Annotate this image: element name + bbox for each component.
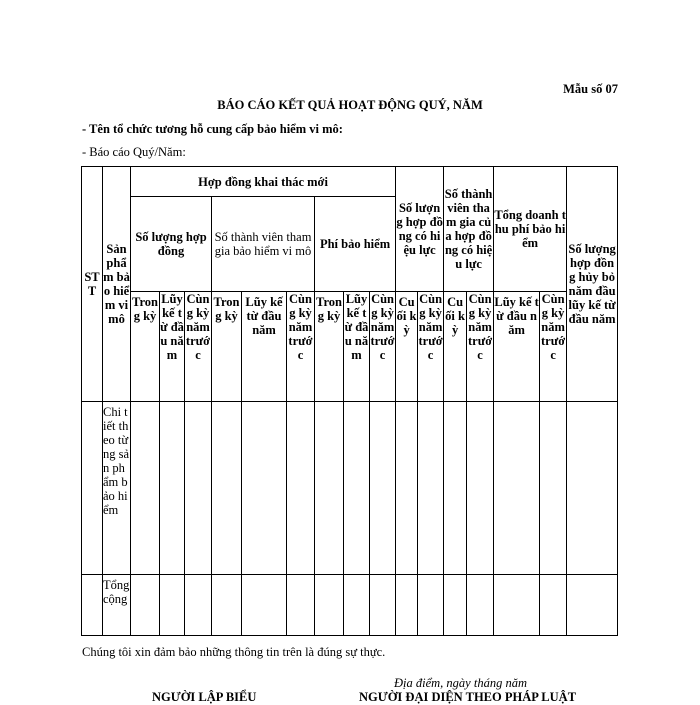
cell (185, 402, 212, 575)
header-product: Sản phẩm bảo hiểm vi mô (103, 167, 131, 402)
cell (540, 575, 567, 636)
cell (242, 402, 287, 575)
document-title: BÁO CÁO KẾT QUẢ HOẠT ĐỘNG QUÝ, NĂM (217, 98, 483, 112)
header-members: Số thành viên tham gia bảo hiểm vi mô (212, 197, 315, 292)
cell (287, 402, 315, 575)
sub-same-period: Cùng kỳ năm trước (287, 292, 315, 402)
confirmation-statement: Chúng tôi xin đảm bảo những thông tin trên là đúng sự thực. (82, 645, 386, 659)
sub-ytd: Lũy kế từ đầu năm (494, 292, 540, 402)
sub-ytd: Lũy kế từ đầu năm (344, 292, 370, 402)
sub-ytd: Lũy kế từ đầu năm (242, 292, 287, 402)
signer-legal-representative: NGƯỜI ĐẠI DIỆN THEO PHÁP LUẬT (359, 690, 577, 704)
cell (444, 402, 467, 575)
form-number: Mẫu số 07 (563, 82, 618, 96)
header-new-contracts: Hợp đồng khai thác mới (131, 167, 396, 197)
sub-same-period: Cùng kỳ năm trước (467, 292, 494, 402)
sub-end-period: Cuối kỳ (444, 292, 467, 402)
sub-end-period: Cuối kỳ (396, 292, 418, 402)
cell (242, 575, 287, 636)
cell (567, 402, 618, 575)
row-total-label: Tổng cộng (103, 575, 131, 636)
sub-in-period: Trong kỳ (315, 292, 344, 402)
sub-same-period: Cùng kỳ năm trước (370, 292, 396, 402)
cell (344, 575, 370, 636)
header-stt: STT (82, 167, 103, 402)
cell (494, 402, 540, 575)
cell (396, 402, 418, 575)
cell (418, 402, 444, 575)
cell (444, 575, 467, 636)
header-contract-count: Số lượng hợp đồng (131, 197, 212, 292)
cell (467, 402, 494, 575)
cell (370, 402, 396, 575)
report-period-line: - Báo cáo Quý/Năm: (82, 145, 186, 159)
report-table (81, 166, 618, 636)
cell (160, 575, 185, 636)
cell (82, 575, 103, 636)
cell (315, 575, 344, 636)
cell (370, 575, 396, 636)
header-cancelled-contracts: Số lượng hợp đồng hủy bỏ năm đầu lũy kế từ đầu năm (567, 167, 618, 402)
cell (131, 402, 160, 575)
cell (82, 402, 103, 575)
cell (540, 402, 567, 575)
cell (344, 402, 370, 575)
sub-in-period: Trong kỳ (212, 292, 242, 402)
sub-same-period: Cùng kỳ năm trước (185, 292, 212, 402)
header-effective-contracts: Số lượng hợp đồng có hiệu lực (396, 167, 444, 292)
cell (212, 402, 242, 575)
signer-preparer: NGƯỜI LẬP BIỂU (152, 690, 257, 704)
cell (418, 575, 444, 636)
cell (396, 575, 418, 636)
row-detail-label: Chi tiết theo từng sản phẩm bảo hiểm (103, 402, 131, 575)
organization-line: - Tên tổ chức tương hỗ cung cấp bảo hiểm vi mô: (82, 122, 343, 136)
cell (185, 575, 212, 636)
cell (494, 575, 540, 636)
sub-in-period: Trong kỳ (131, 292, 160, 402)
place-date-line: Địa điểm, ngày tháng năm (394, 676, 527, 690)
header-total-revenue: Tổng doanh thu phí bảo hiểm (494, 167, 567, 292)
cell (467, 575, 494, 636)
sub-ytd: Lũy kế từ đầu năm (160, 292, 185, 402)
cell (567, 575, 618, 636)
cell (160, 402, 185, 575)
cell (131, 575, 160, 636)
sub-same-period: Cùng kỳ năm trước (540, 292, 567, 402)
sub-same-period: Cùng kỳ năm trước (418, 292, 444, 402)
header-premium: Phí bảo hiểm (315, 197, 396, 292)
cell (287, 575, 315, 636)
cell (212, 575, 242, 636)
cell (315, 402, 344, 575)
header-effective-members: Số thành viên tham gia của hợp đồng có hiệu lực (444, 167, 494, 292)
